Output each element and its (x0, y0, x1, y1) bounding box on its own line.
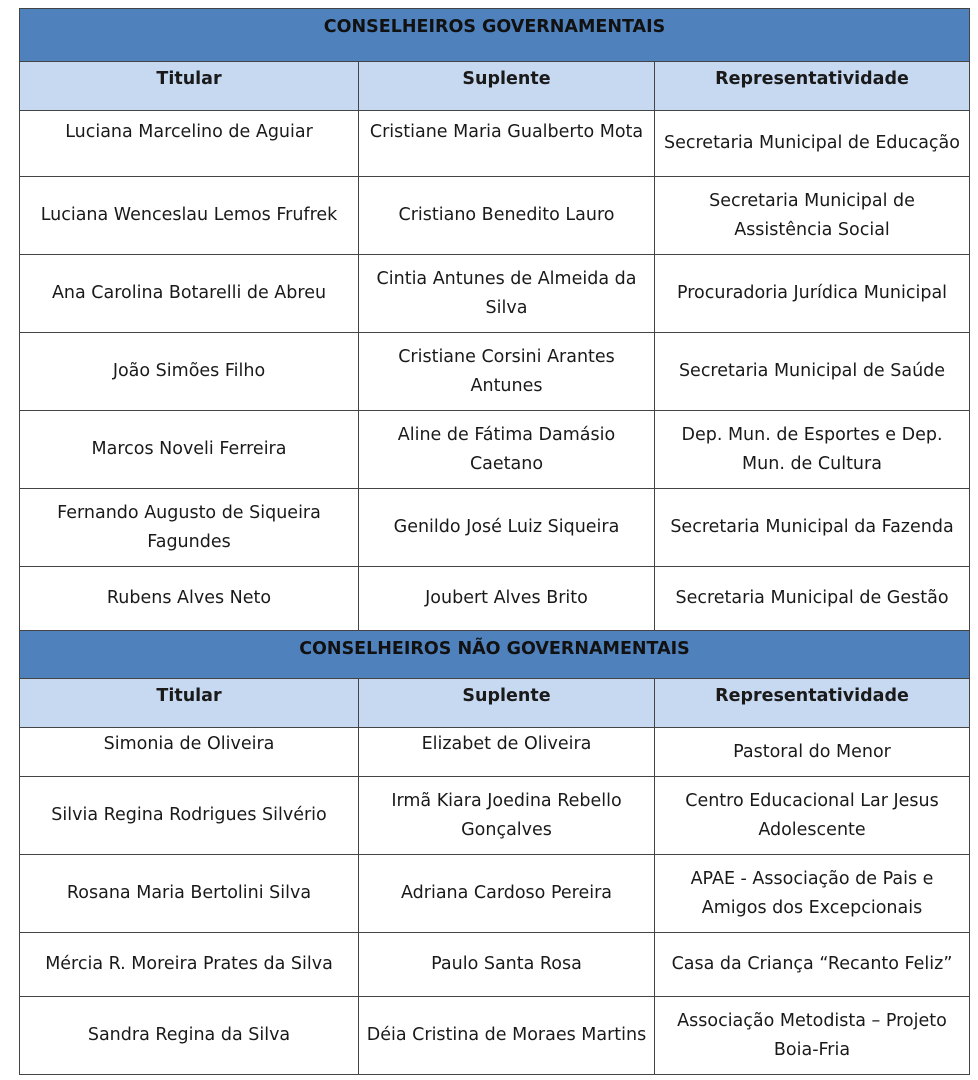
table-row (20, 997, 970, 1075)
table-row (20, 933, 970, 997)
column-header-titular: Titular (20, 62, 359, 111)
titular-cell: João Simões Filho (20, 333, 359, 411)
representatividade-cell: Procuradoria Jurídica Municipal (655, 255, 970, 333)
suplente-cell: Irmã Kiara Joedina Rebello Gonçalves (359, 777, 655, 855)
representatividade-cell: Secretaria Municipal de Saúde (655, 333, 970, 411)
column-header-suplente: Suplente (359, 679, 655, 728)
table-row (20, 177, 970, 255)
table-row (20, 411, 970, 489)
table-row (20, 777, 970, 855)
suplente-cell: Cristiane Maria Gualberto Mota (359, 111, 655, 177)
titular-cell: Luciana Marcelino de Aguiar (20, 111, 359, 177)
suplente-cell: Adriana Cardoso Pereira (359, 855, 655, 933)
section-header-row (20, 631, 970, 679)
representatividade-cell: Secretaria Municipal de Educação (655, 111, 970, 177)
suplente-cell: Genildo José Luiz Siqueira (359, 489, 655, 567)
section-title: CONSELHEIROS NÃO GOVERNAMENTAIS (20, 631, 970, 679)
representatividade-cell: Associação Metodista – Projeto Boia-Fria (655, 997, 970, 1075)
suplente-cell: Déia Cristina de Moraes Martins (359, 997, 655, 1075)
representatividade-cell: Secretaria Municipal de Assistência Social (655, 177, 970, 255)
titular-cell: Rosana Maria Bertolini Silva (20, 855, 359, 933)
titular-cell: Simonia de Oliveira (20, 728, 359, 777)
representatividade-cell: Secretaria Municipal da Fazenda (655, 489, 970, 567)
titular-cell: Mércia R. Moreira Prates da Silva (20, 933, 359, 997)
suplente-cell: Cristiane Corsini Arantes Antunes (359, 333, 655, 411)
suplente-cell: Cintia Antunes de Almeida da Silva (359, 255, 655, 333)
titular-cell: Luciana Wenceslau Lemos Frufrek (20, 177, 359, 255)
titular-cell: Marcos Noveli Ferreira (20, 411, 359, 489)
suplente-cell: Elizabet de Oliveira (359, 728, 655, 777)
suplente-cell: Cristiano Benedito Lauro (359, 177, 655, 255)
titular-cell: Sandra Regina da Silva (20, 997, 359, 1075)
suplente-cell: Joubert Alves Brito (359, 567, 655, 631)
table-row (20, 255, 970, 333)
table-row (20, 111, 970, 177)
representatividade-cell: Pastoral do Menor (655, 728, 970, 777)
column-header-titular: Titular (20, 679, 359, 728)
section-header-row (20, 9, 970, 62)
table-row (20, 728, 970, 777)
column-header-row (20, 679, 970, 728)
representatividade-cell: Secretaria Municipal de Gestão (655, 567, 970, 631)
suplente-cell: Paulo Santa Rosa (359, 933, 655, 997)
titular-cell: Silvia Regina Rodrigues Silvério (20, 777, 359, 855)
representatividade-cell: Centro Educacional Lar Jesus Adolescente (655, 777, 970, 855)
table-row (20, 567, 970, 631)
titular-cell: Rubens Alves Neto (20, 567, 359, 631)
table-row (20, 333, 970, 411)
representatividade-cell: Casa da Criança “Recanto Feliz” (655, 933, 970, 997)
document-page (19, 8, 969, 1075)
column-header-row (20, 62, 970, 111)
suplente-cell: Aline de Fátima Damásio Caetano (359, 411, 655, 489)
titular-cell: Ana Carolina Botarelli de Abreu (20, 255, 359, 333)
column-header-representatividade: Representatividade (655, 679, 970, 728)
table-row (20, 489, 970, 567)
section-title: CONSELHEIROS GOVERNAMENTAIS (20, 9, 970, 62)
titular-cell: Fernando Augusto de Siqueira Fagundes (20, 489, 359, 567)
representatividade-cell: APAE - Associação de Pais e Amigos dos Excepcionais (655, 855, 970, 933)
column-header-representatividade: Representatividade (655, 62, 970, 111)
column-header-suplente: Suplente (359, 62, 655, 111)
conselheiros-table (19, 8, 970, 1075)
table-row (20, 855, 970, 933)
representatividade-cell: Dep. Mun. de Esportes e Dep. Mun. de Cultura (655, 411, 970, 489)
